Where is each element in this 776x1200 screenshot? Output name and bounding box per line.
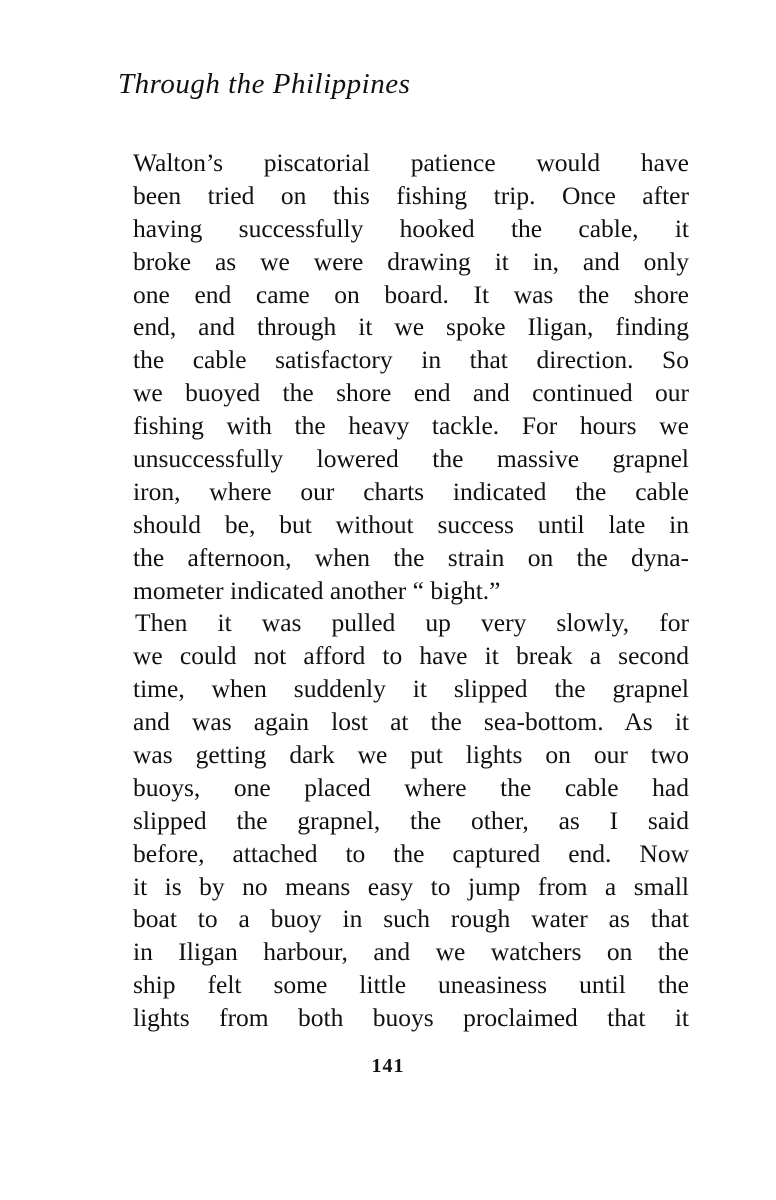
paragraph [133, 607, 689, 1035]
text-line: iron, where our charts indicated the cable [133, 476, 689, 506]
body-text [133, 147, 689, 1035]
text-line: unsuccessfully lowered the massive grapnel [133, 444, 689, 474]
paragraph [133, 147, 689, 607]
text-line: we buoyed the shore end and continued our [133, 378, 689, 408]
text-line: having successfully hooked the cable, it [133, 213, 689, 243]
text-line: in Iligan harbour, and we watchers on the [133, 937, 689, 967]
text-line: mometer indicated another “ bight.” [133, 575, 501, 605]
text-line: buoys, one placed where the cable had [133, 772, 689, 802]
text-line: ship felt some little uneasiness until the [133, 970, 689, 1000]
text-line: fishing with the heavy tackle. For hours we [133, 411, 689, 441]
text-line: been tried on this fishing trip. Once after [133, 180, 689, 210]
text-line: Then it was pulled up very slowly, for [135, 608, 689, 638]
text-line: the cable satisfactory in that direction. So [133, 345, 689, 375]
text-line: lights from both buoys proclaimed that it [133, 1003, 689, 1033]
text-line: before, attached to the captured end. Now [133, 838, 689, 868]
text-line: we could not afford to have it break a second [133, 641, 689, 671]
page-number: 141 [371, 1055, 405, 1077]
text-line: broke as we were drawing it in, and only [133, 246, 689, 276]
text-line: the afternoon, when the strain on the dyna- [133, 542, 689, 572]
text-line: slipped the grapnel, the other, as I said [133, 805, 689, 835]
text-line: one end came on board. It was the shore [133, 279, 689, 309]
text-line: and was again lost at the sea-bottom. As it [133, 707, 689, 737]
running-head: Through the Philippines [118, 68, 411, 100]
text-line: time, when suddenly it slipped the grapnel [133, 674, 689, 704]
text-line: boat to a buoy in such rough water as that [133, 904, 689, 934]
text-line: Walton’s piscatorial patience would have [133, 148, 689, 177]
text-line: should be, but without success until late in [133, 509, 689, 539]
text-line: it is by no means easy to jump from a small [133, 871, 689, 901]
text-line: end, and through it we spoke Iligan, finding [133, 312, 689, 342]
text-line: was getting dark we put lights on our two [133, 740, 689, 770]
